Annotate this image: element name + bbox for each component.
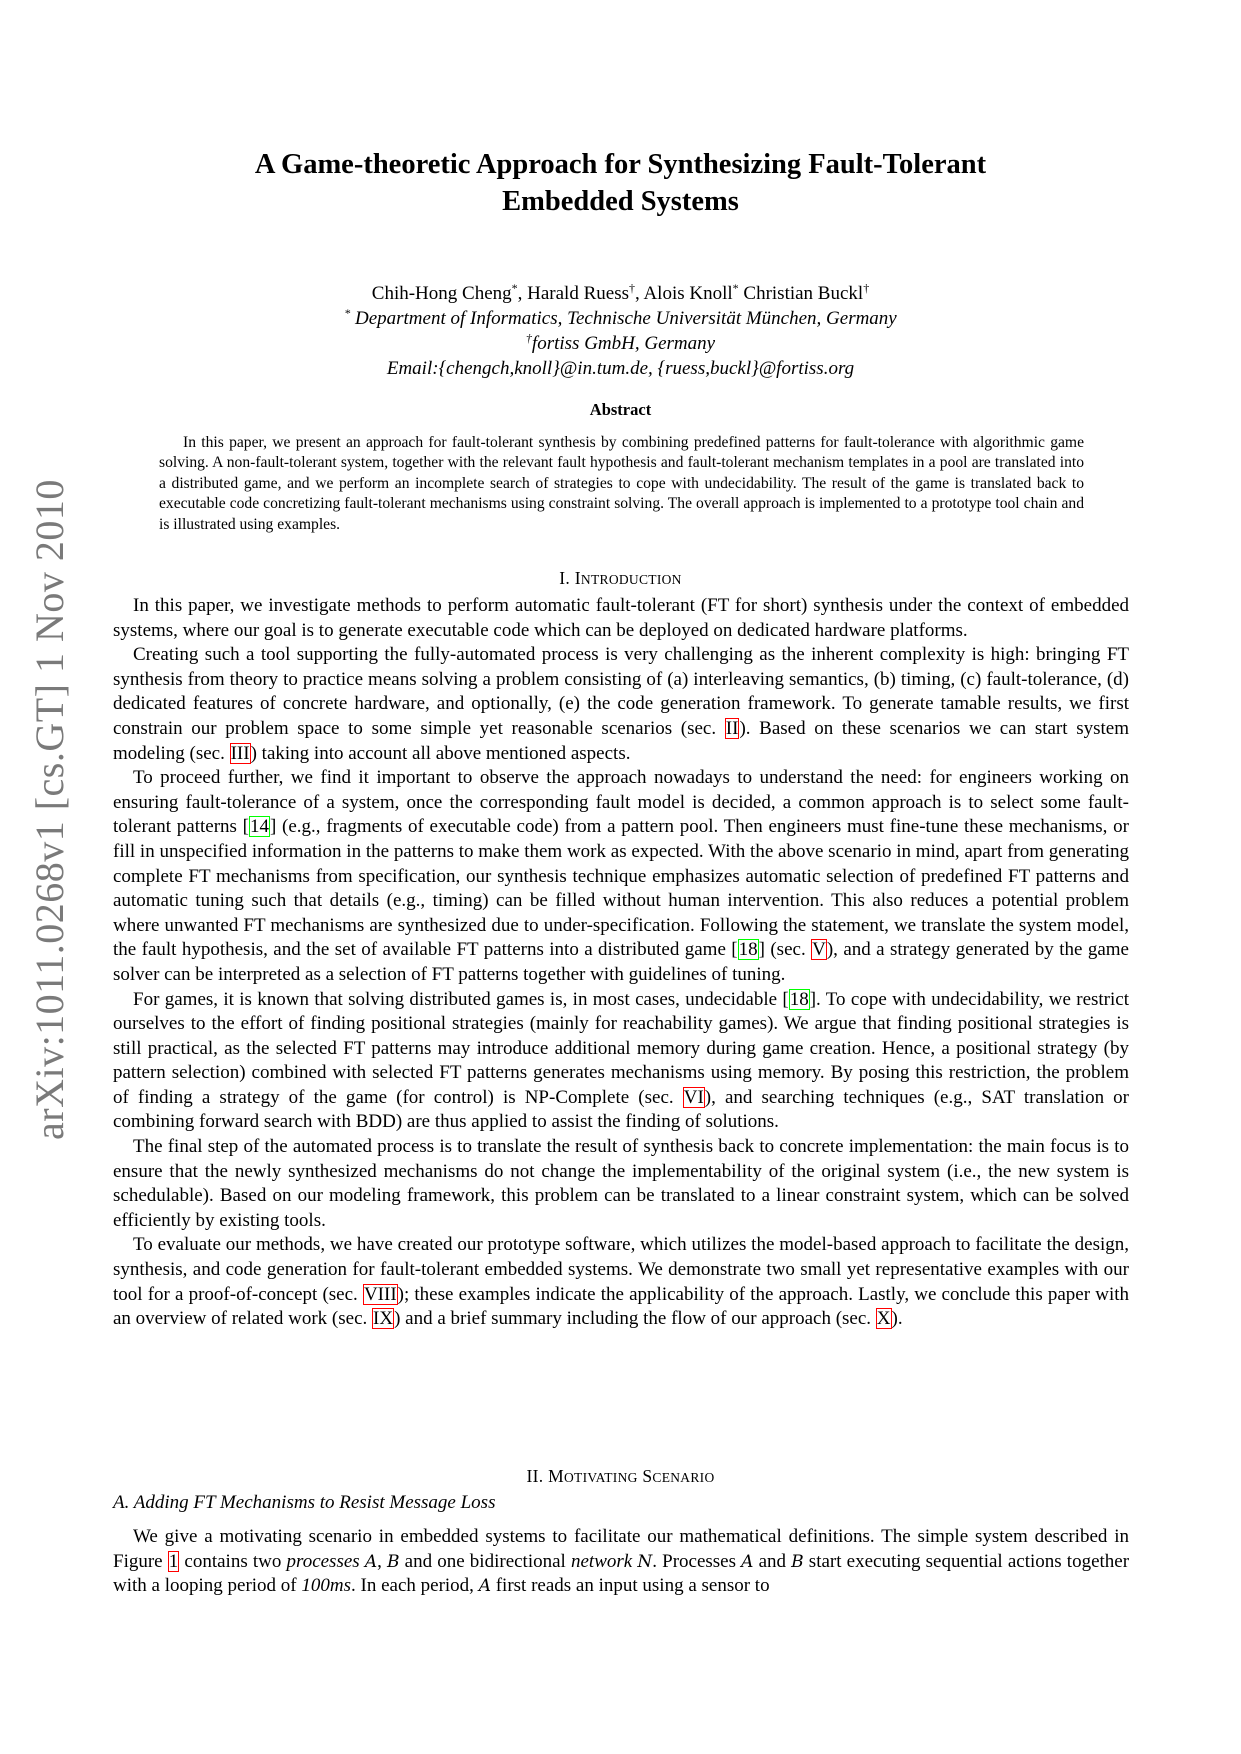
section-link-IX[interactable]: IX [373, 1308, 394, 1330]
section-number: I. [559, 568, 571, 588]
section-link-X[interactable]: X [876, 1308, 891, 1330]
paper-title [0, 146, 1241, 220]
affiliation-2 [0, 331, 1241, 356]
arxiv-identifier-stamp: arXiv:1011.0268v1 [cs.GT] 1 Nov 2010 [27, 479, 72, 1140]
title-line-1: A Game-theoretic Approach for Synthesizing Fault-Tolerant [254, 149, 987, 180]
author-block [0, 281, 1241, 381]
author-4: Christian Buckl [743, 283, 864, 304]
abstract-heading: Abstract [589, 400, 652, 419]
author-names: Chih-Hong Cheng*, Harald Ruess†, Alois Knoll* Christian Buckl† [371, 281, 870, 304]
section-number: II. [526, 1466, 544, 1486]
section-link-II[interactable]: II [725, 717, 739, 739]
affil-mark: * [511, 281, 518, 295]
introduction-body [113, 594, 1129, 1332]
section-link-VI[interactable]: VI [683, 1086, 704, 1108]
section-title-initial: M [548, 1466, 564, 1486]
author-1: Chih-Hong Cheng [371, 283, 512, 304]
intro-paragraph-4: For games, it is known that solving distributed games is, in most cases, undecidable [18]. To cope with undecidability, we restrict ourselves to the effort of finding positional strategies (mainly for reachability games). We argue that finding positional strategies is still practical, as the selected FT patterns may introduce additional memory during game creation. Hence, a positional strategy (by pattern selection) combined with selected FT patterns generates mechanisms using memory. By posing this restriction, the problem of finding a strategy of the game (for control) is NP-Complete (sec. VI), and searching techniques (e.g., SAT translation or combining forward search with BDD) are thus applied to assist the finding of solutions. [113, 988, 1129, 1133]
intro-paragraph-6: To evaluate our methods, we have created our prototype software, which utilizes the model-based approach to facilitate the design, synthesis, and code generation for fault-tolerant embedded systems. We demonstrate two small yet representative examples with our tool for a proof-of-concept (sec. VIII); these examples indicate the applicability of the approach. Lastly, we conclude this paper with an overview of related work (sec. IX) and a brief summary including the flow of our approach (sec. X). [113, 1234, 1129, 1330]
motivating-scenario-body [113, 1525, 1129, 1599]
section-link-VIII[interactable]: VIII [363, 1283, 397, 1305]
section-title-smallcaps: CENARIO [652, 1470, 715, 1485]
section-title-initial: I [574, 568, 581, 588]
affil-mark: † [863, 281, 870, 295]
affil-mark: † [628, 281, 635, 295]
abstract-text: In this paper, we present an approach for fault-tolerant synthesis by combining predefined patterns for fault-tolerance with algorithmic game solving. A non-fault-tolerant system, together with the relevant fault hypothesis and fault-tolerant mechanism templates in a pool are translated into a distributed game, and we perform an incomplete search of strategies to cope with undecidability. The result of the game is translated back to executable code concretizing fault-tolerant mechanisms using constraint solving. The overall approach is implemented to a prototype tool chain and is illustrated using examples. [159, 434, 1084, 533]
figure-link-1[interactable]: 1 [168, 1550, 179, 1572]
section-link-V[interactable]: V [812, 939, 826, 961]
affil-mark: † [525, 331, 532, 345]
section-heading-introduction [0, 568, 1241, 589]
affiliation-text: Department of Informatics, Technische Universität München, Germany [354, 308, 897, 329]
intro-paragraph-3: To proceed further, we find it important to observe the approach nowadays to understand the need: for engineers working on ensuring fault-tolerance of a system, once the corresponding fault model is decided, a common approach is to select some fault-tolerant patterns [14] (e.g., fragments of executable code) from a pattern pool. Then engineers must fine-tune these mechanisms, or fill in unspecified information in the patterns to make them work as expected. With the above scenario in mind, apart from generating complete FT mechanisms from specification, our synthesis technique emphasizes automatic selection of predefined FT patterns and automatic tuning such that details (e.g., timing) can be filled without human intervention. This also reduces a potential problem where unwanted FT mechanisms are synthesized due to under-specification. Following the statement, we translate the system model, the fault hypothesis, and the set of available FT patterns into a distributed game [18] (sec. V), and a strategy generated by the game solver can be interpreted as a selection of FT patterns together with guidelines of tuning. [113, 767, 1129, 985]
section-link-III[interactable]: III [230, 742, 250, 764]
citation-link-18[interactable]: 18 [738, 939, 758, 961]
title-line-2: Embedded Systems [502, 186, 739, 217]
affil-mark: * [732, 281, 739, 295]
affiliation-1 [0, 306, 1241, 331]
email-line: Email:{chengch,knoll}@in.tum.de, {ruess,buckl}@fortiss.org [386, 358, 855, 379]
motivating-paragraph-1: We give a motivating scenario in embedded systems to facilitate our mathematical definitions. The simple system described in Figure 1 contains two processes A, B and one bidirectional network N. Processes A and B start executing sequential actions together with a looping period of 100ms. In each period, A first reads an input using a sensor to [113, 1526, 1130, 1597]
section-title-smallcaps: OTIVATING [563, 1470, 638, 1485]
section-heading-motivating-scenario [0, 1466, 1241, 1487]
author-3: Alois Knoll [643, 283, 733, 304]
intro-paragraph-5: The final step of the automated process is to translate the result of synthesis back to concrete implementation: the main focus is to ensure that the newly synthesized mechanisms do not change the implementability of the original system (i.e., the new system is schedulable). Based on our modeling framework, this problem can be translated to a linear constraint system, which can be solved efficiently by existing tools. [113, 1136, 1129, 1231]
intro-paragraph-2: Creating such a tool supporting the fully-automated process is very challenging as the inherent complexity is high: bringing FT synthesis from theory to practice means solving a problem consisting of (a) interleaving semantics, (b) timing, (c) fault-tolerance, (d) dedicated features of concrete hardware, and optionally, (e) the code generation framework. To generate tamable results, we first constrain our problem space to some simple yet reasonable scenarios (sec. II). Based on these scenarios we can start system modeling (sec. III) taking into account all above mentioned aspects. [113, 644, 1129, 764]
affiliation-text: fortiss GmbH, Germany [531, 333, 716, 354]
citation-link-18[interactable]: 18 [789, 988, 809, 1010]
intro-paragraph-1: In this paper, we investigate methods to perform automatic fault-tolerant (FT for short) synthesis under the context of embedded systems, where our goal is to generate executable code which can be deployed on dedicated hardware platforms. [113, 595, 1129, 641]
author-2: Harald Ruess [527, 283, 629, 304]
citation-link-14[interactable]: 14 [249, 816, 269, 838]
affil-mark: * [344, 306, 351, 320]
section-title-initial: S [642, 1466, 653, 1486]
subsection-heading-A: A. Adding FT Mechanisms to Resist Message Loss [113, 1492, 496, 1513]
section-title-smallcaps: NTRODUCTION [580, 572, 682, 587]
